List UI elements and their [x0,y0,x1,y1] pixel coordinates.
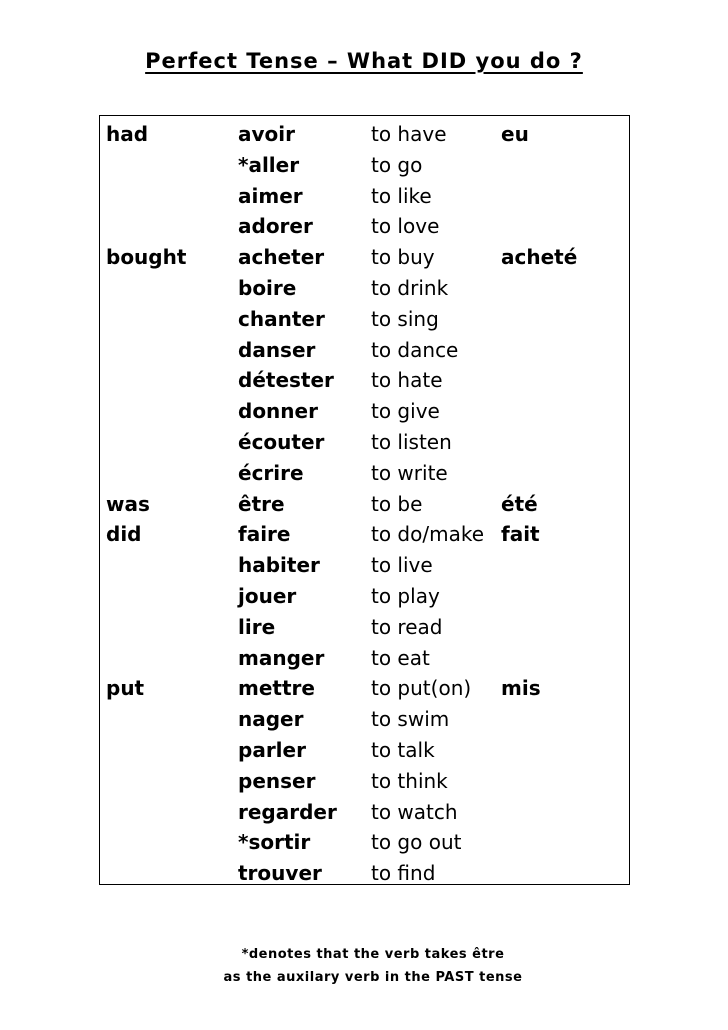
french-verb: chanter [238,306,325,331]
translation: to talk [371,738,435,762]
french-verb: écrire [238,460,304,485]
french-verb: jouer [238,584,297,608]
table-row [100,211,631,242]
french-verb: habiter [238,553,320,578]
translation: to hate [371,368,443,393]
french-verb: avoir [238,122,295,146]
french-verb: mettre [238,676,315,701]
table-row [100,119,631,150]
english-verb: bought [106,245,187,270]
french-verb: faire [238,522,291,547]
table-row [100,335,631,366]
table-row [100,797,631,828]
table-row [100,304,631,335]
french-verb: lire [238,614,276,639]
table-row [100,396,631,427]
footnote-line-2: as the auxilary verb in the PAST tense [223,970,523,985]
table-row [100,612,631,643]
french-verb: acheter [238,245,325,270]
table-row [100,735,631,766]
french-verb: nager [238,707,304,732]
translation: to sing [371,306,439,331]
table-row [100,365,631,396]
table-row [100,458,631,489]
french-verb: *sortir [238,830,311,855]
table-row [100,519,631,550]
translation: to have [371,122,447,146]
page-title [0,49,728,73]
translation: to drink [371,276,449,300]
translation: to read [371,614,443,639]
translation: to live [371,553,433,578]
french-verb: écouter [238,430,325,454]
translation: to go [371,152,423,177]
table-row [100,427,631,458]
table-row [100,273,631,304]
translation: to write [371,460,448,485]
translation: to swim [371,707,450,732]
table-row [100,704,631,735]
page-title-text: Perfect Tense – What DID you do ? [145,49,583,73]
french-verb: *aller [238,152,300,177]
translation: to find [371,861,436,886]
table-row [100,858,631,889]
translation: to put(on) [371,676,472,701]
english-verb: did [106,522,142,547]
french-verb: trouver [238,861,322,886]
translation: to give [371,399,440,424]
verb-table [99,115,630,885]
translation: to watch [371,799,458,824]
french-verb: danser [238,337,316,362]
french-verb: détester [238,368,334,393]
table-row [100,242,631,273]
french-verb: parler [238,738,306,762]
translation: to dance [371,337,459,362]
past-participle: été [501,491,538,516]
table-row [100,581,631,612]
translation: to listen [371,430,452,454]
english-verb: was [106,491,150,516]
french-verb: être [238,491,285,516]
english-verb: put [106,676,145,701]
french-verb: boire [238,276,297,300]
french-verb: manger [238,645,325,670]
translation: to love [371,214,440,239]
french-verb: adorer [238,214,313,239]
table-row [100,150,631,181]
french-verb: penser [238,768,316,793]
translation: to eat [371,645,430,670]
translation: to go out [371,830,462,855]
table-row [100,766,631,797]
translation: to buy [371,245,435,270]
table-row [100,550,631,581]
translation: to like [371,183,432,208]
footnote-line-1: *denotes that the verb takes être [241,947,505,962]
translation: to play [371,584,440,608]
translation: to think [371,768,448,793]
french-verb: aimer [238,183,303,208]
table-row [100,673,631,704]
translation: to be [371,491,423,516]
past-participle: eu [501,122,529,146]
past-participle: fait [501,522,540,547]
english-verb: had [106,122,149,146]
table-row [100,489,631,520]
past-participle: mis [501,676,541,701]
table-row [100,643,631,674]
french-verb: regarder [238,799,337,824]
french-verb: donner [238,399,318,424]
table-row [100,827,631,858]
translation: to do/make [371,522,485,547]
past-participle: acheté [501,245,578,270]
table-row [100,181,631,212]
